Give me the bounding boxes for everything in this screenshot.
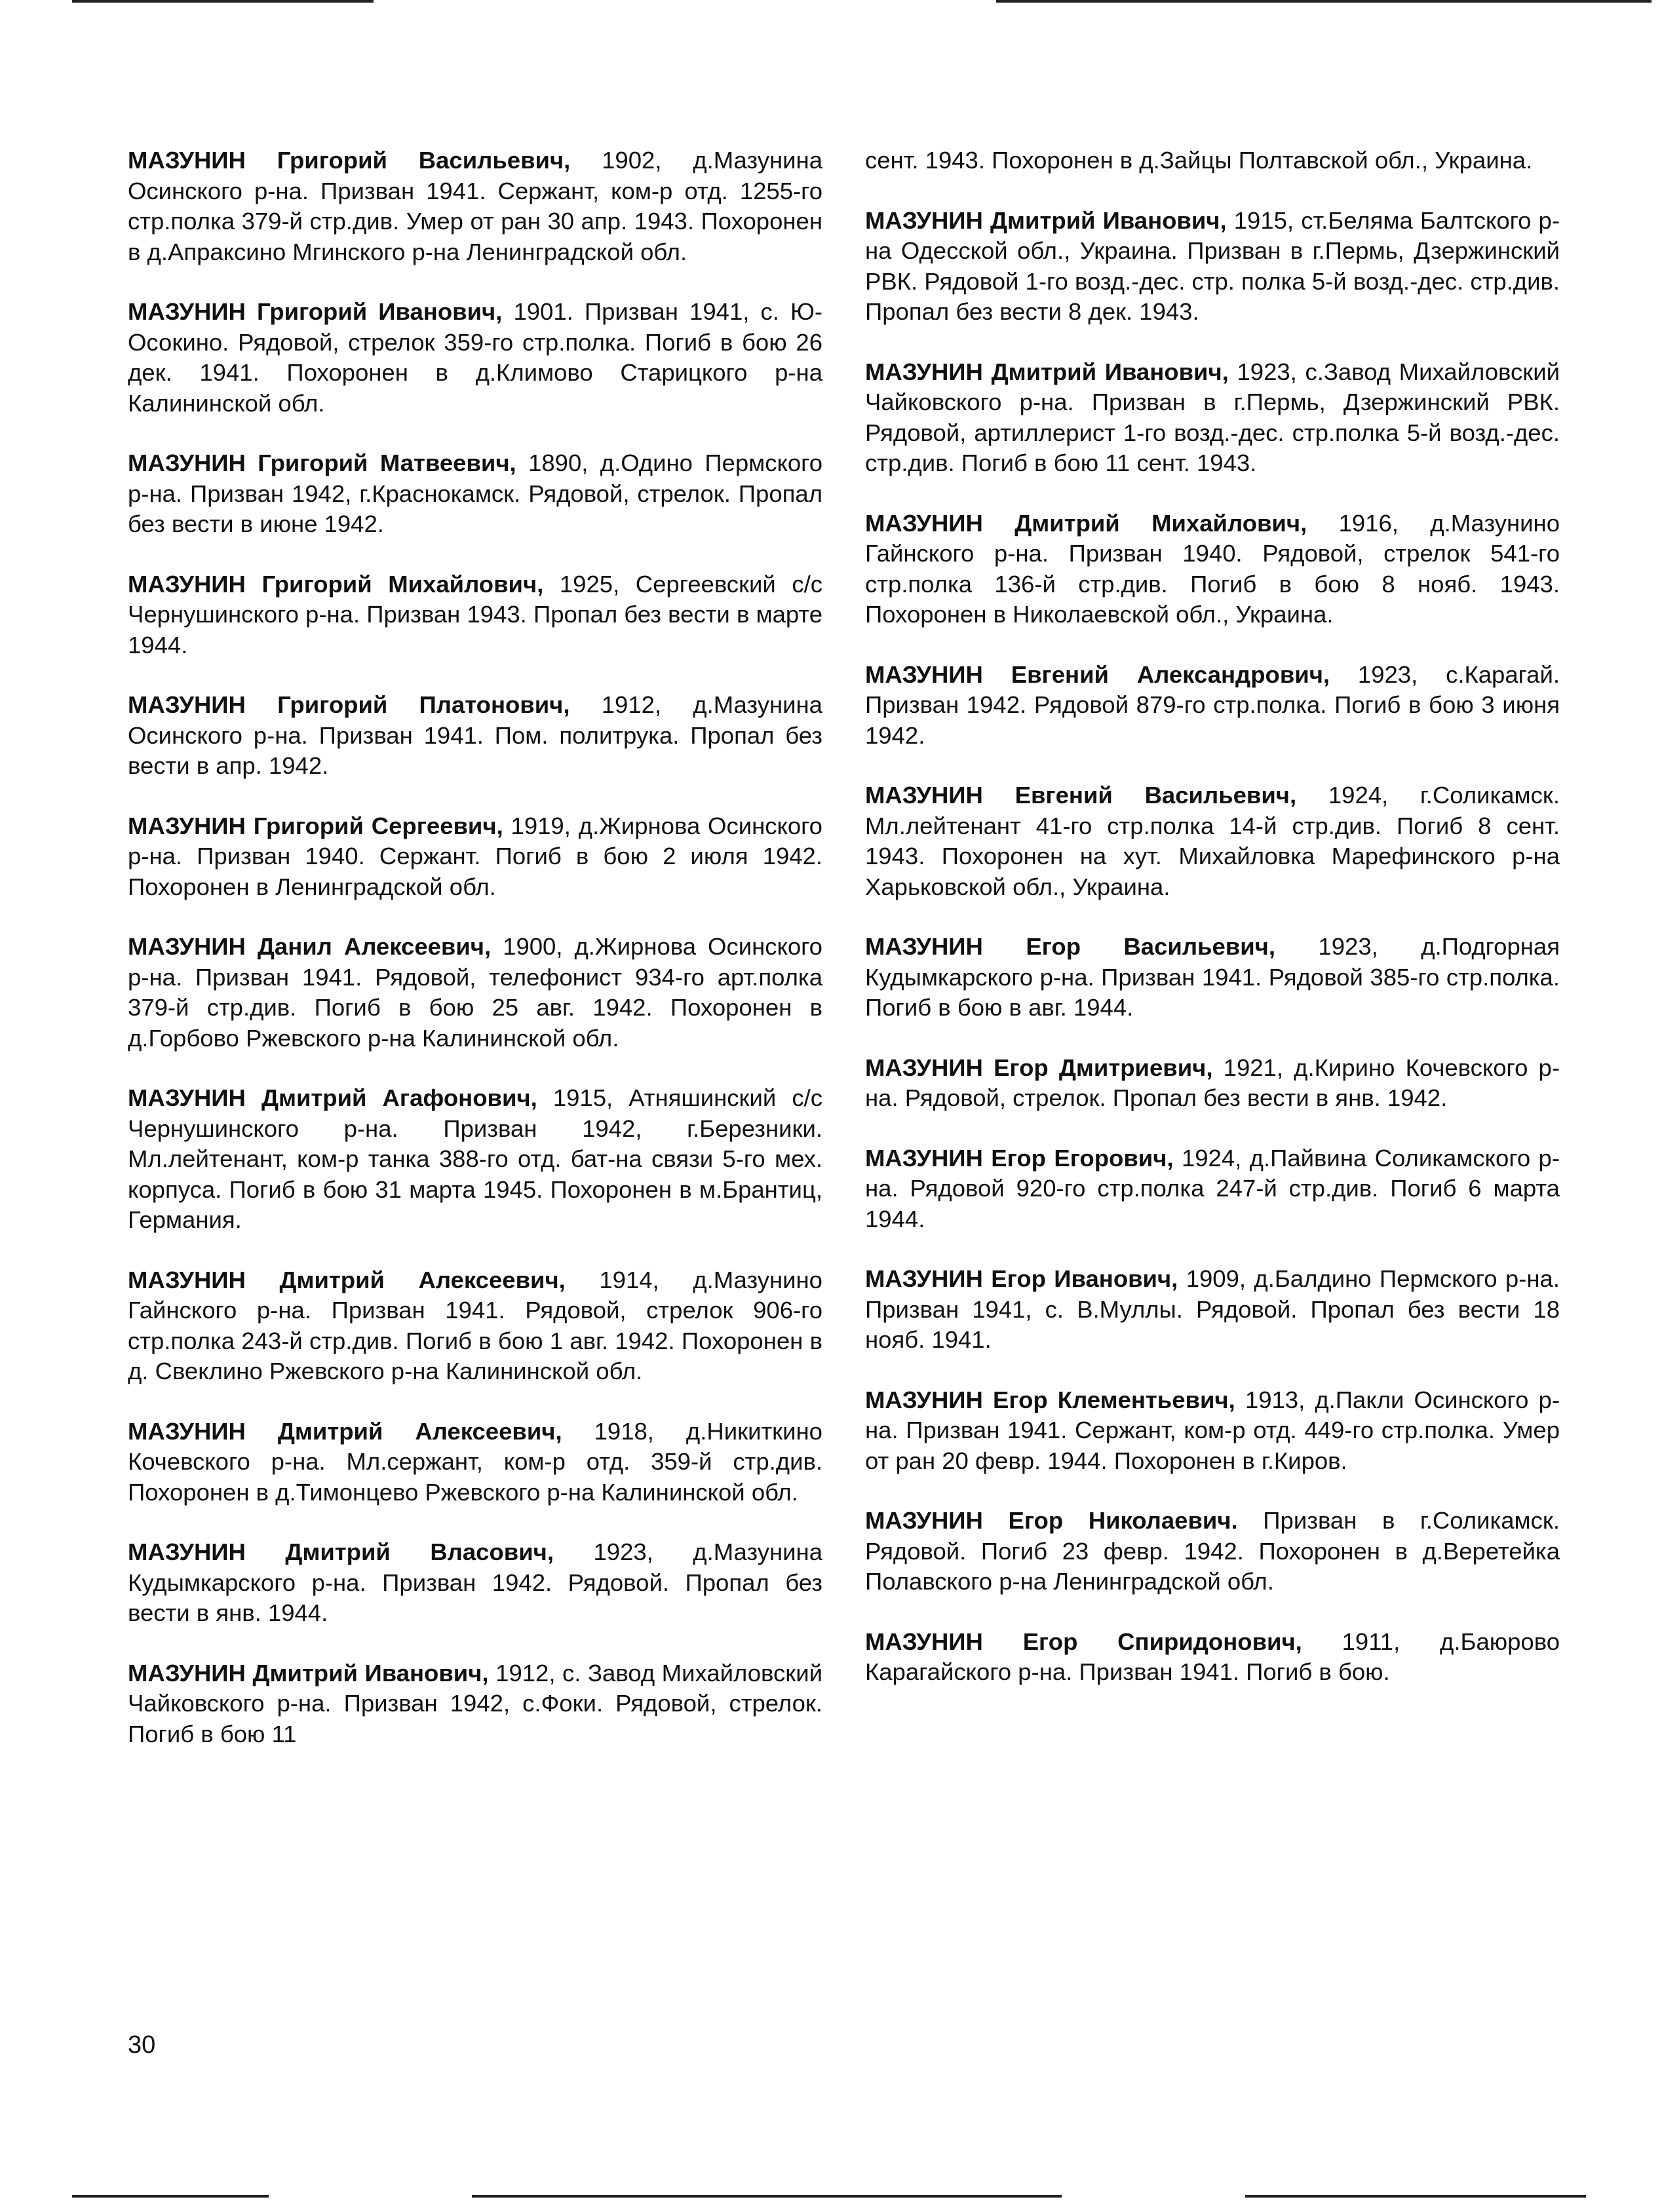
entry-text: 1890, д.Одино Пермского р-на. Призван 1942, г.Краснокамск. Рядовой, стрелок. Пропал без вести в июне 1942.	[128, 449, 822, 537]
entry	[865, 1627, 1560, 1688]
entry-name: МАЗУНИН Дмитрий Иванович,	[865, 206, 1227, 234]
entry	[865, 508, 1560, 630]
entry-name: МАЗУНИН Дмитрий Алексеевич,	[128, 1417, 562, 1445]
entry	[128, 1083, 822, 1236]
entry-name: МАЗУНИН Дмитрий Михайлович,	[865, 509, 1307, 537]
entry-text: 1919, д.Жирнова Осинского р-на. Призван 1940. Сержант. Погиб в бою 2 июля 1942. Похоронен в Ленинградской обл.	[128, 812, 822, 900]
entry-text: 1924, г.Соликамск. Мл.лейтенант 41-го стр.полка 14-й стр.див. Погиб 8 сент. 1943. Похоронен на хут. Михайловка Марефинского р-на Харьковской обл., Украина.	[865, 782, 1560, 900]
entry	[128, 448, 822, 540]
entry-name: МАЗУНИН Григорий Михайлович,	[128, 570, 544, 598]
entry-name: МАЗУНИН Егор Николаевич.	[865, 1507, 1238, 1534]
entry-text: 1921, д.Кирино Кочевского р-на. Рядовой, стрелок. Пропал без вести в янв. 1942.	[865, 1054, 1560, 1111]
entry-text: 1915, Атняшинский с/с Чернушинского р-на. Призван 1942, г.Березники. Мл.лейтенант, ком-р танка 388-го отд. бат-на связи 5-го мех. корпуса. Погиб в бою 31 марта 1945. Похоронен в м.Брантиц, Германия.	[128, 1084, 822, 1233]
entry-name: МАЗУНИН Дмитрий Власович,	[128, 1538, 554, 1565]
entry	[128, 1417, 822, 1508]
entry-name: МАЗУНИН Егор Егорович,	[865, 1144, 1174, 1172]
entry	[128, 1537, 822, 1629]
entry-text: 1923, д.Мазунина Кудымкарского р-на. Призван 1942. Рядовой. Пропал без вести в янв. 1944.	[128, 1538, 822, 1626]
entry-text: 1915, ст.Беляма Балтского р-на Одесской обл., Украина. Призван в г.Пермь, Дзержинский РВК. Рядовой 1-го возд.-дес. стр. полка 5-й возд.-дес. стр.див. Пропал без вести 8 дек. 1943.	[865, 206, 1560, 325]
entry-text: 1925, Сергеевский с/с Чернушинского р-на. Призван 1943. Пропал без вести в марте 1944.	[128, 570, 822, 658]
entry	[865, 780, 1560, 902]
entry-text: 1909, д.Балдино Пермского р-на. Призван 1941, с. В.Муллы. Рядовой. Пропал без вести 18 нояб. 1941.	[865, 1265, 1560, 1353]
right-column	[865, 145, 1560, 1717]
entry-name: МАЗУНИН Дмитрий Иванович,	[865, 358, 1229, 385]
entry	[128, 811, 822, 903]
entry-name: МАЗУНИН Дмитрий Агафонович,	[128, 1084, 537, 1111]
entry-name: МАЗУНИН Дмитрий Иванович,	[128, 1659, 489, 1687]
entry	[865, 932, 1560, 1023]
entry-name: МАЗУНИН Евгений Александрович,	[865, 660, 1330, 688]
entry-text: 1916, д.Мазунино Гайнского р-на. Призван 1940. Рядовой, стрелок 541-го стр.полка 136-й стр.див. Погиб в бою 8 нояб. 1943. Похоронен в Николаевской обл., Украина.	[865, 509, 1560, 628]
entry-text: 1912, д.Мазунина Осинского р-на. Призван 1941. Пом. политрука. Пропал без вести в апр. 1942.	[128, 691, 822, 779]
entry-name: МАЗУНИН Григорий Платонович,	[128, 691, 570, 718]
entry	[865, 1143, 1560, 1235]
entry-text: 1918, д.Никиткино Кочевского р-на. Мл.сержант, ком-р отд. 359-й стр.див. Похоронен в д.Тимонцево Ржевского р-на Калининской обл.	[128, 1417, 822, 1506]
entry-continuation: сент. 1943. Похоронен в д.Зайцы Полтавской обл., Украина.	[865, 147, 1533, 174]
top-rule-left	[72, 0, 374, 3]
entry-text: 1923, с.Карагай. Призван 1942. Рядовой 879-го стр.полка. Погиб в бою 3 июня 1942.	[865, 660, 1560, 749]
entry-name: МАЗУНИН Григорий Матвеевич,	[128, 449, 516, 476]
entry	[128, 690, 822, 782]
entry-name: МАЗУНИН Егор Дмитриевич,	[865, 1054, 1213, 1081]
entry-text: 1902, д.Мазунина Осинского р-на. Призван 1941. Сержант, ком-р отд. 1255-го стр.полка 379-й стр.див. Умер от ран 30 апр. 1943. Похоронен в д.Апраксино Мгинского р-на Ленинградской обл.	[128, 147, 823, 265]
entry-text: 1901. Призван 1941, с. Ю-Осокино. Рядовой, стрелок 359-го стр.полка. Погиб в бою 26 дек. 1941. Похоронен в д.Климово Старицкого р-на Калининской обл.	[128, 298, 822, 417]
entry-name: МАЗУНИН Егор Иванович,	[865, 1265, 1178, 1292]
bottom-rule-middle	[472, 2195, 1062, 2198]
entry	[865, 206, 1560, 328]
entry	[128, 1265, 822, 1387]
entry-text: 1914, д.Мазунино Гайнского р-на. Призван 1941. Рядовой, стрелок 906-го стр.полка 243-й стр.див. Погиб в бою 1 авг. 1942. Похоронен в д. Свеклино Ржевского р-на Калининской обл.	[128, 1266, 822, 1384]
page-number: 30	[128, 2031, 156, 2059]
bottom-rule-right	[1245, 2195, 1586, 2198]
entry-text: 1912, с. Завод Михайловский Чайковского р-на. Призван 1942, с.Фоки. Рядовой, стрелок. Погиб в бою 11	[128, 1659, 822, 1747]
entry-name: МАЗУНИН Дмитрий Алексеевич,	[128, 1266, 566, 1293]
entry	[865, 1053, 1560, 1114]
entry-text: 1924, д.Пайвина Соликамского р-на. Рядовой 920-го стр.полка 247-й стр.див. Погиб 6 марта 1944.	[865, 1144, 1560, 1232]
entry-text: 1923, с.Завод Михайловский Чайковского р-на. Призван в г.Пермь, Дзержинский РВК. Рядовой, артиллерист 1-го возд.-дес. стр.полка 5-й возд.-дес. стр.див. Погиб в бою 11 сент. 1943.	[865, 358, 1560, 476]
top-rule-right	[996, 0, 1652, 3]
entry	[865, 1506, 1560, 1597]
entry	[128, 932, 822, 1054]
entry	[865, 1264, 1560, 1356]
entry-text: 1900, д.Жирнова Осинского р-на. Призван 1941. Рядовой, телефонист 934-го арт.полка 379-й стр.див. Погиб в бою 25 авг. 1942. Похоронен в д.Горбово Ржевского р-на Калининской обл.	[128, 933, 822, 1052]
left-column	[128, 145, 822, 1779]
entry	[128, 569, 822, 661]
entry	[128, 145, 822, 267]
entry-name: МАЗУНИН Григорий Сергеевич,	[128, 812, 503, 839]
entry-name: МАЗУНИН Григорий Васильевич,	[128, 147, 571, 174]
entry	[865, 660, 1560, 752]
bottom-rule-left	[72, 2195, 269, 2198]
entry-name: МАЗУНИН Егор Клементьевич,	[865, 1386, 1235, 1413]
entry-text: 1923, д.Подгорная Кудымкарского р-на. Призван 1941. Рядовой 385-го стр.полка. Погиб в бою в авг. 1944.	[865, 933, 1560, 1021]
entry	[128, 297, 822, 419]
entry-name: МАЗУНИН Егор Спиридонович,	[865, 1628, 1302, 1655]
entry-name: МАЗУНИН Евгений Васильевич,	[865, 782, 1297, 809]
entry	[128, 1658, 822, 1750]
entry	[865, 357, 1560, 479]
entry-name: МАЗУНИН Егор Васильевич,	[865, 933, 1275, 960]
entry-name: МАЗУНИН Григорий Иванович,	[128, 298, 503, 325]
entry-name: МАЗУНИН Данил Алексеевич,	[128, 933, 492, 960]
entry-text: 1911, д.Баюрово Карагайского р-на. Призван 1941. Погиб в бою.	[865, 1628, 1560, 1685]
entry-text: 1913, д.Пакли Осинского р-на. Призван 1941. Сержант, ком-р отд. 449-го стр.полка. Умер от ран 20 февр. 1944. Похоронен в г.Киров.	[865, 1386, 1560, 1474]
entry-text: Призван в г.Соликамск. Рядовой. Погиб 23 февр. 1942. Похоронен в д.Веретейка Полавского р-на Ленинградской обл.	[865, 1507, 1560, 1595]
entry	[865, 1385, 1560, 1477]
